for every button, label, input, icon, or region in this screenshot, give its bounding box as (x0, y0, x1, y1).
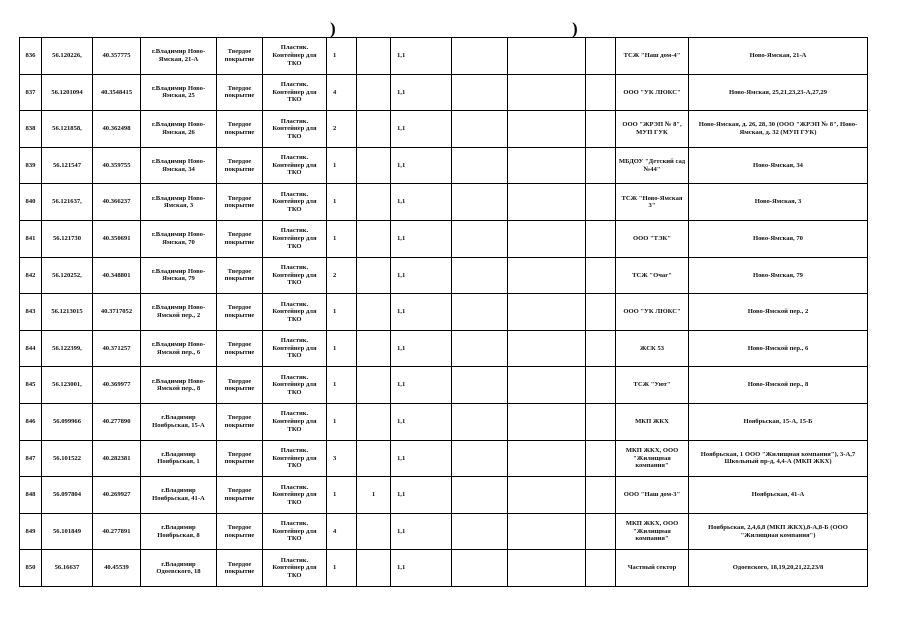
container-type-cell: Пластик. Контейнер для ТКО (263, 38, 327, 75)
empty-cell (452, 111, 508, 148)
empty-cell (508, 220, 586, 257)
table-row (20, 513, 868, 550)
latitude-cell: 56.1201094 (42, 74, 93, 111)
address-cell: г.Владимир Ново-Ямская, 79 (141, 257, 217, 294)
organization-cell: ЖСК 53 (616, 330, 689, 367)
longitude-cell: 40.366237 (93, 184, 141, 221)
extra-count-cell (357, 513, 391, 550)
volume-cell: 1,1 (391, 477, 452, 514)
latitude-cell: 56.120226, (42, 38, 93, 75)
volume-cell: 1,1 (391, 74, 452, 111)
address-cell: г.Владимир Ново-Ямская, 21-А (141, 38, 217, 75)
container-type-cell: Пластик. Контейнер для ТКО (263, 74, 327, 111)
container-count-cell: 1 (327, 147, 357, 184)
surface-cell: Твердое покрытие (217, 184, 263, 221)
container-count-cell: 1 (327, 367, 357, 404)
latitude-cell: 56.121547 (42, 147, 93, 184)
latitude-cell: 56.121730 (42, 220, 93, 257)
surface-cell: Твердое покрытие (217, 147, 263, 184)
surface-cell: Твердое покрытие (217, 367, 263, 404)
container-type-cell: Пластик. Контейнер для ТКО (263, 220, 327, 257)
empty-cell (508, 147, 586, 184)
extra-count-cell: 1 (357, 477, 391, 514)
binding-mark-right: ) (572, 19, 578, 38)
empty-cell (586, 147, 616, 184)
address-cell: г.Владимир Ноябрьская, 8 (141, 513, 217, 550)
longitude-cell: 40.3548415 (93, 74, 141, 111)
longitude-cell: 40.45539 (93, 550, 141, 587)
table-row (20, 147, 868, 184)
empty-cell (586, 367, 616, 404)
served-addresses-cell: Ново-Ямская, 21-А (689, 38, 868, 75)
extra-count-cell (357, 111, 391, 148)
empty-cell (452, 550, 508, 587)
row-number-cell: 843 (20, 294, 42, 331)
table-row (20, 550, 868, 587)
waste-sites-table (19, 37, 868, 587)
volume-cell: 1,1 (391, 220, 452, 257)
address-cell: г.Владимир Ново-Ямская, 3 (141, 184, 217, 221)
container-type-cell: Пластик. Контейнер для ТКО (263, 184, 327, 221)
container-count-cell: 4 (327, 513, 357, 550)
container-count-cell: 1 (327, 550, 357, 587)
empty-cell (508, 38, 586, 75)
container-type-cell: Пластик. Контейнер для ТКО (263, 477, 327, 514)
volume-cell: 1,1 (391, 147, 452, 184)
row-number-cell: 847 (20, 440, 42, 477)
container-type-cell: Пластик. Контейнер для ТКО (263, 440, 327, 477)
volume-cell: 1,1 (391, 367, 452, 404)
empty-cell (452, 184, 508, 221)
container-type-cell: Пластик. Контейнер для ТКО (263, 330, 327, 367)
empty-cell (452, 74, 508, 111)
served-addresses-cell: Ново-Ямская, 3 (689, 184, 868, 221)
organization-cell: ООО "УК ЛЮКС" (616, 74, 689, 111)
longitude-cell: 40.369977 (93, 367, 141, 404)
container-count-cell: 1 (327, 330, 357, 367)
empty-cell (586, 477, 616, 514)
empty-cell (586, 111, 616, 148)
surface-cell: Твердое покрытие (217, 38, 263, 75)
extra-count-cell (357, 330, 391, 367)
latitude-cell: 56.097804 (42, 477, 93, 514)
longitude-cell: 40.371257 (93, 330, 141, 367)
extra-count-cell (357, 38, 391, 75)
longitude-cell: 40.348801 (93, 257, 141, 294)
served-addresses-cell: Ново-Ямской пер., 8 (689, 367, 868, 404)
empty-cell (452, 38, 508, 75)
served-addresses-cell: Одоевского, 18,19,20,21,22,23/8 (689, 550, 868, 587)
row-number-cell: 837 (20, 74, 42, 111)
organization-cell: ООО "Наш дом-3" (616, 477, 689, 514)
extra-count-cell (357, 184, 391, 221)
empty-cell (586, 257, 616, 294)
empty-cell (452, 257, 508, 294)
volume-cell: 1,1 (391, 403, 452, 440)
organization-cell: МКП ЖКХ, ООО "Жилищная компания" (616, 513, 689, 550)
container-count-cell: 3 (327, 440, 357, 477)
surface-cell: Твердое покрытие (217, 220, 263, 257)
empty-cell (452, 513, 508, 550)
surface-cell: Твердое покрытие (217, 74, 263, 111)
empty-cell (508, 403, 586, 440)
table-row (20, 38, 868, 75)
address-cell: г.Владимир Ново-Ямской пер., 8 (141, 367, 217, 404)
row-number-cell: 849 (20, 513, 42, 550)
empty-cell (586, 403, 616, 440)
empty-cell (508, 550, 586, 587)
container-count-cell: 2 (327, 257, 357, 294)
extra-count-cell (357, 147, 391, 184)
table-row (20, 111, 868, 148)
latitude-cell: 56.123001, (42, 367, 93, 404)
extra-count-cell (357, 440, 391, 477)
extra-count-cell (357, 367, 391, 404)
extra-count-cell (357, 220, 391, 257)
table-row (20, 367, 868, 404)
empty-cell (508, 513, 586, 550)
empty-cell (508, 294, 586, 331)
volume-cell: 1,1 (391, 330, 452, 367)
row-number-cell: 840 (20, 184, 42, 221)
volume-cell: 1,1 (391, 294, 452, 331)
empty-cell (452, 367, 508, 404)
organization-cell: ТСЖ "Уют" (616, 367, 689, 404)
latitude-cell: 56.101849 (42, 513, 93, 550)
organization-cell: ООО "УК ЛЮКС" (616, 294, 689, 331)
address-cell: г.Владимир Ново-Ямская, 26 (141, 111, 217, 148)
empty-cell (586, 220, 616, 257)
served-addresses-cell: Ново-Ямская, д. 26, 28, 30 (ООО "ЖРЭП № 8", Ново-Ямская, д. 32 (МУП ГУК) (689, 111, 868, 148)
longitude-cell: 40.3717052 (93, 294, 141, 331)
row-number-cell: 846 (20, 403, 42, 440)
table-row (20, 440, 868, 477)
empty-cell (508, 257, 586, 294)
extra-count-cell (357, 257, 391, 294)
table-body (20, 38, 868, 587)
empty-cell (452, 403, 508, 440)
served-addresses-cell: Ново-Ямской пер., 6 (689, 330, 868, 367)
organization-cell: ТСЖ "Очаг" (616, 257, 689, 294)
address-cell: г.Владимир Ноябрьская, 41-А (141, 477, 217, 514)
address-cell: г.Владимир Ново-Ямская, 34 (141, 147, 217, 184)
empty-cell (452, 220, 508, 257)
container-type-cell: Пластик. Контейнер для ТКО (263, 367, 327, 404)
empty-cell (586, 440, 616, 477)
served-addresses-cell: Ново-Ямская, 34 (689, 147, 868, 184)
volume-cell: 1,1 (391, 184, 452, 221)
container-count-cell: 1 (327, 184, 357, 221)
volume-cell: 1,1 (391, 440, 452, 477)
address-cell: г.Владимир Ново-Ямская, 70 (141, 220, 217, 257)
container-count-cell: 4 (327, 74, 357, 111)
served-addresses-cell: Ново-Ямской пер., 2 (689, 294, 868, 331)
latitude-cell: 56.121637, (42, 184, 93, 221)
table-row (20, 220, 868, 257)
row-number-cell: 841 (20, 220, 42, 257)
organization-cell: ООО "ЖРЭП № 8", МУП ГУК (616, 111, 689, 148)
longitude-cell: 40.277891 (93, 513, 141, 550)
container-type-cell: Пластик. Контейнер для ТКО (263, 111, 327, 148)
empty-cell (586, 550, 616, 587)
served-addresses-cell: Ноябрьская, 1 ООО "Жилищная компания"), 3-А,7 Школьный пр-д, 4,4-А (МКП ЖКХ) (689, 440, 868, 477)
container-type-cell: Пластик. Контейнер для ТКО (263, 147, 327, 184)
surface-cell: Твердое покрытие (217, 330, 263, 367)
empty-cell (452, 294, 508, 331)
container-count-cell: 1 (327, 294, 357, 331)
container-type-cell: Пластик. Контейнер для ТКО (263, 294, 327, 331)
surface-cell: Твердое покрытие (217, 111, 263, 148)
empty-cell (586, 330, 616, 367)
organization-cell: МБДОУ "Детский сад №44" (616, 147, 689, 184)
row-number-cell: 848 (20, 477, 42, 514)
extra-count-cell (357, 294, 391, 331)
organization-cell: Частный сектор (616, 550, 689, 587)
empty-cell (508, 440, 586, 477)
row-number-cell: 845 (20, 367, 42, 404)
empty-cell (508, 111, 586, 148)
longitude-cell: 40.277890 (93, 403, 141, 440)
container-count-cell: 1 (327, 403, 357, 440)
container-type-cell: Пластик. Контейнер для ТКО (263, 513, 327, 550)
row-number-cell: 842 (20, 257, 42, 294)
container-type-cell: Пластик. Контейнер для ТКО (263, 550, 327, 587)
served-addresses-cell: Ноябрьская, 15-А, 15-Б (689, 403, 868, 440)
volume-cell: 1,1 (391, 550, 452, 587)
empty-cell (452, 147, 508, 184)
table-row (20, 257, 868, 294)
address-cell: г.Владимир Ново-Ямской пер., 2 (141, 294, 217, 331)
empty-cell (452, 477, 508, 514)
latitude-cell: 56.122399, (42, 330, 93, 367)
organization-cell: ТСЖ "Наш дом-4" (616, 38, 689, 75)
surface-cell: Твердое покрытие (217, 513, 263, 550)
surface-cell: Твердое покрытие (217, 550, 263, 587)
surface-cell: Твердое покрытие (217, 403, 263, 440)
row-number-cell: 836 (20, 38, 42, 75)
latitude-cell: 56.120252, (42, 257, 93, 294)
empty-cell (508, 330, 586, 367)
binding-mark-left: ) (330, 19, 336, 38)
row-number-cell: 850 (20, 550, 42, 587)
empty-cell (586, 74, 616, 111)
surface-cell: Твердое покрытие (217, 477, 263, 514)
empty-cell (508, 367, 586, 404)
longitude-cell: 40.362498 (93, 111, 141, 148)
table-row (20, 74, 868, 111)
empty-cell (586, 184, 616, 221)
latitude-cell: 56.16637 (42, 550, 93, 587)
table-row (20, 184, 868, 221)
container-count-cell: 1 (327, 477, 357, 514)
empty-cell (508, 74, 586, 111)
latitude-cell: 56.121858, (42, 111, 93, 148)
longitude-cell: 40.350691 (93, 220, 141, 257)
row-number-cell: 839 (20, 147, 42, 184)
address-cell: г.Владимир Ново-Ямская, 25 (141, 74, 217, 111)
served-addresses-cell: Ноябрьская, 41-А (689, 477, 868, 514)
latitude-cell: 56.1213015 (42, 294, 93, 331)
extra-count-cell (357, 74, 391, 111)
served-addresses-cell: Ново-Ямская, 79 (689, 257, 868, 294)
container-count-cell: 1 (327, 38, 357, 75)
latitude-cell: 56.101522 (42, 440, 93, 477)
table-row (20, 330, 868, 367)
table-row (20, 403, 868, 440)
address-cell: г.Владимир Ноябрьская, 15-А (141, 403, 217, 440)
organization-cell: ТСЖ "Ново-Ямская 3" (616, 184, 689, 221)
extra-count-cell (357, 403, 391, 440)
container-count-cell: 1 (327, 220, 357, 257)
container-type-cell: Пластик. Контейнер для ТКО (263, 257, 327, 294)
served-addresses-cell: Ново-Ямская, 70 (689, 220, 868, 257)
empty-cell (452, 330, 508, 367)
empty-cell (508, 184, 586, 221)
address-cell: г.Владимир Одоевского, 18 (141, 550, 217, 587)
address-cell: г.Владимир Ново-Ямской пер., 6 (141, 330, 217, 367)
longitude-cell: 40.359755 (93, 147, 141, 184)
row-number-cell: 844 (20, 330, 42, 367)
extra-count-cell (357, 550, 391, 587)
empty-cell (452, 440, 508, 477)
volume-cell: 1,1 (391, 38, 452, 75)
served-addresses-cell: Ново-Ямская, 25,21,23,23-А,27,29 (689, 74, 868, 111)
empty-cell (508, 477, 586, 514)
table-row (20, 294, 868, 331)
organization-cell: ООО "ТЭК" (616, 220, 689, 257)
longitude-cell: 40.357775 (93, 38, 141, 75)
longitude-cell: 40.269927 (93, 477, 141, 514)
volume-cell: 1,1 (391, 513, 452, 550)
organization-cell: МКП ЖКХ (616, 403, 689, 440)
longitude-cell: 40.282381 (93, 440, 141, 477)
container-type-cell: Пластик. Контейнер для ТКО (263, 403, 327, 440)
latitude-cell: 56.099966 (42, 403, 93, 440)
surface-cell: Твердое покрытие (217, 294, 263, 331)
table-row (20, 477, 868, 514)
address-cell: г.Владимир Ноябрьская, 1 (141, 440, 217, 477)
surface-cell: Твердое покрытие (217, 257, 263, 294)
volume-cell: 1,1 (391, 257, 452, 294)
empty-cell (586, 294, 616, 331)
surface-cell: Твердое покрытие (217, 440, 263, 477)
organization-cell: МКП ЖКХ, ООО "Жилищная компания" (616, 440, 689, 477)
container-count-cell: 2 (327, 111, 357, 148)
served-addresses-cell: Ноябрьская, 2,4,6,8 (МКП ЖКХ),8-А,8-Б (ООО "Жилищная компания") (689, 513, 868, 550)
empty-cell (586, 38, 616, 75)
volume-cell: 1,1 (391, 111, 452, 148)
empty-cell (586, 513, 616, 550)
row-number-cell: 838 (20, 111, 42, 148)
